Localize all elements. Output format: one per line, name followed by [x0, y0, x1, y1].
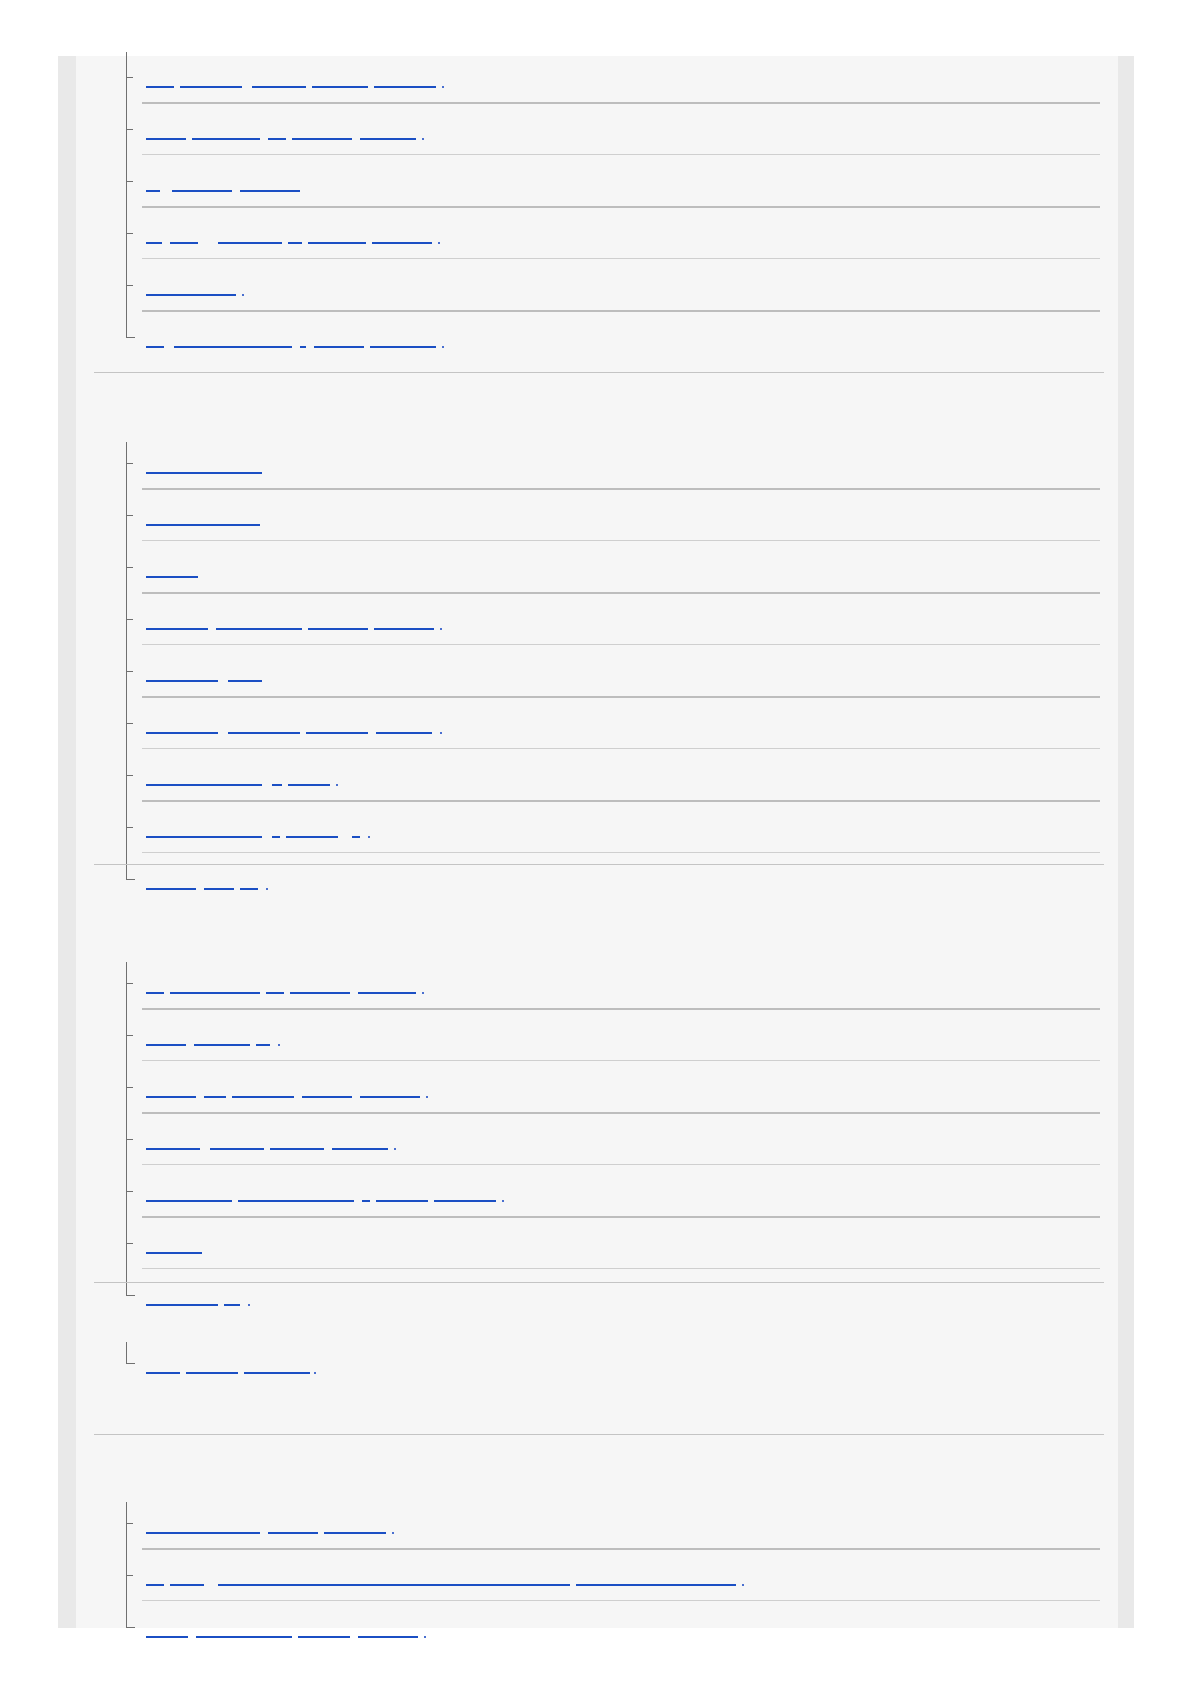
tree-branch [127, 827, 133, 828]
link-period [368, 836, 370, 838]
link-period [266, 888, 268, 890]
link-text-segment [272, 836, 280, 838]
link-period [314, 1372, 316, 1374]
toc-link[interactable] [146, 824, 370, 838]
link-period [502, 1200, 504, 1202]
toc-item [76, 1166, 1118, 1218]
link-period [440, 628, 442, 630]
tree-branch [127, 181, 133, 182]
tree-branch [127, 879, 135, 880]
link-period [336, 784, 338, 786]
link-text-segment [172, 190, 232, 192]
link-text-segment [256, 1044, 270, 1046]
link-text-segment [146, 242, 162, 244]
section-divider [94, 1282, 1104, 1283]
toc-item [76, 1338, 1118, 1390]
link-text-segment [360, 1096, 420, 1098]
link-period [422, 992, 424, 994]
link-text-segment [358, 992, 416, 994]
link-text-segment [314, 346, 364, 348]
toc-link[interactable] [146, 1360, 316, 1374]
item-divider [142, 852, 1100, 853]
tree-branch [127, 983, 133, 984]
link-text-segment [244, 1372, 310, 1374]
link-text-segment [302, 1096, 352, 1098]
toc-link[interactable] [146, 1572, 744, 1586]
toc-item [76, 1218, 1118, 1270]
link-text-segment [272, 784, 282, 786]
link-text-segment [146, 346, 164, 348]
item-divider [142, 540, 1100, 541]
toc-link[interactable] [146, 334, 444, 348]
section-divider [94, 1434, 1104, 1435]
toc-item [76, 750, 1118, 802]
link-text-segment [362, 1200, 370, 1202]
link-text-segment [146, 1252, 202, 1254]
link-text-segment [266, 992, 284, 994]
link-text-segment [146, 1636, 188, 1638]
toc-link[interactable] [146, 230, 440, 244]
link-text-segment [146, 628, 208, 630]
link-period [424, 1636, 426, 1638]
link-text-segment [204, 1096, 226, 1098]
toc-item [76, 104, 1118, 156]
item-divider [142, 1164, 1100, 1165]
tree-branch [127, 1243, 133, 1244]
link-text-segment [146, 836, 262, 838]
tree-branch [127, 1523, 133, 1524]
toc-link[interactable] [146, 564, 198, 578]
toc-item [76, 156, 1118, 208]
link-text-segment [238, 1200, 354, 1202]
link-period [392, 1532, 394, 1534]
link-text-segment [360, 138, 416, 140]
link-period [742, 1584, 744, 1586]
toc-link[interactable] [146, 1240, 202, 1254]
tree-branch [127, 1627, 135, 1628]
link-text-segment [146, 190, 160, 192]
link-text-segment [216, 628, 302, 630]
link-text-segment [146, 1304, 218, 1306]
link-text-segment [146, 1148, 200, 1150]
item-divider [142, 1268, 1100, 1269]
link-text-segment [196, 1636, 292, 1638]
link-text-segment [376, 1200, 428, 1202]
toc-link[interactable] [146, 616, 442, 630]
tree-branch [127, 723, 133, 724]
link-text-segment [218, 242, 282, 244]
link-text-segment [192, 138, 260, 140]
tree-branch [127, 129, 133, 130]
toc-item [76, 52, 1118, 104]
link-text-segment [374, 628, 434, 630]
toc-link[interactable] [146, 980, 424, 994]
link-text-segment [218, 1584, 570, 1586]
link-text-segment [146, 1200, 232, 1202]
link-text-segment [308, 628, 368, 630]
link-text-segment [370, 346, 436, 348]
link-text-segment [146, 1532, 260, 1534]
link-text-segment [374, 86, 436, 88]
toc-link[interactable] [146, 74, 444, 88]
link-text-segment [240, 888, 258, 890]
toc-item [76, 854, 1118, 906]
section-divider [94, 372, 1104, 373]
link-text-segment [146, 86, 174, 88]
link-text-segment [312, 86, 368, 88]
link-period [394, 1148, 396, 1150]
tree-branch [127, 1087, 133, 1088]
toc-link[interactable] [146, 772, 338, 786]
toc-link[interactable] [146, 720, 442, 734]
tree-branch [127, 775, 133, 776]
link-text-segment [146, 1044, 186, 1046]
link-text-segment [174, 346, 292, 348]
link-text-segment [268, 138, 286, 140]
link-text-segment [300, 346, 306, 348]
toc-link[interactable] [146, 460, 262, 474]
link-text-segment [170, 992, 260, 994]
toc-link[interactable] [146, 178, 300, 192]
toc-link[interactable] [146, 1188, 504, 1202]
link-text-segment [146, 294, 236, 296]
toc-link[interactable] [146, 282, 244, 296]
toc-link[interactable] [146, 1136, 396, 1150]
toc-item [76, 958, 1118, 1010]
link-text-segment [252, 86, 306, 88]
link-text-segment [308, 242, 366, 244]
link-text-segment [194, 1044, 250, 1046]
link-text-segment [376, 732, 432, 734]
link-text-segment [270, 1148, 324, 1150]
link-text-segment [232, 1096, 294, 1098]
link-text-segment [292, 138, 352, 140]
link-text-segment [224, 1304, 240, 1306]
link-text-segment [180, 86, 242, 88]
link-text-segment [576, 1584, 736, 1586]
link-text-segment [170, 242, 198, 244]
item-divider [142, 1060, 1100, 1061]
link-text-segment [204, 888, 234, 890]
tree-branch [127, 1035, 133, 1036]
toc-link[interactable] [146, 668, 262, 682]
toc-item [76, 1062, 1118, 1114]
item-divider [142, 154, 1100, 155]
link-text-segment [228, 732, 300, 734]
toc-item [76, 312, 1118, 364]
tree-branch [127, 337, 135, 338]
toc-item [76, 1498, 1118, 1550]
toc-item [76, 208, 1118, 260]
link-text-segment [228, 680, 262, 682]
toc-item [76, 542, 1118, 594]
link-text-segment [170, 1584, 204, 1586]
link-text-segment [324, 1532, 386, 1534]
link-text-segment [290, 992, 350, 994]
link-text-segment [288, 242, 302, 244]
toc-link[interactable] [146, 1292, 250, 1306]
section-divider [94, 864, 1104, 865]
link-text-segment [298, 1636, 350, 1638]
tree-branch [127, 1191, 133, 1192]
link-text-segment [268, 1532, 318, 1534]
tree-branch [127, 1575, 133, 1576]
toc-link[interactable] [146, 126, 424, 140]
toc-item [76, 490, 1118, 542]
item-divider [142, 644, 1100, 645]
toc-item [76, 1114, 1118, 1166]
link-text-segment [210, 1148, 264, 1150]
link-period [442, 346, 444, 348]
toc-item [76, 1270, 1118, 1322]
toc-link[interactable] [146, 1084, 428, 1098]
toc-item [76, 698, 1118, 750]
link-text-segment [146, 1096, 196, 1098]
link-text-segment [146, 472, 262, 474]
link-text-segment [146, 1372, 180, 1374]
link-text-segment [186, 1372, 238, 1374]
link-period [422, 138, 424, 140]
tree-branch [127, 567, 133, 568]
link-period [438, 242, 440, 244]
link-text-segment [146, 1584, 164, 1586]
link-text-segment [288, 784, 330, 786]
link-period [442, 86, 444, 88]
tree-branch [127, 285, 133, 286]
tree-branch [127, 77, 133, 78]
toc-item [76, 646, 1118, 698]
link-text-segment [434, 1200, 496, 1202]
link-text-segment [352, 836, 360, 838]
tree-branch [127, 671, 133, 672]
item-divider [142, 258, 1100, 259]
tree-branch [127, 463, 133, 464]
link-text-segment [146, 138, 186, 140]
toc-item [76, 1010, 1118, 1062]
link-period [242, 294, 244, 296]
toc-item [76, 802, 1118, 854]
tree-branch [127, 515, 133, 516]
toc-item [76, 594, 1118, 646]
link-text-segment [306, 732, 368, 734]
toc-link[interactable] [146, 512, 260, 526]
toc-item [76, 260, 1118, 312]
link-period [248, 1304, 250, 1306]
tree-branch [127, 1295, 135, 1296]
toc-item [76, 1550, 1118, 1602]
tree-branch [127, 1139, 133, 1140]
toc-link[interactable] [146, 1520, 394, 1534]
link-text-segment [146, 784, 262, 786]
link-text-segment [358, 1636, 418, 1638]
toc-link[interactable] [146, 1032, 280, 1046]
link-text-segment [146, 576, 198, 578]
link-text-segment [332, 1148, 388, 1150]
content-panel [76, 56, 1118, 1628]
link-period [278, 1044, 280, 1046]
link-text-segment [286, 836, 338, 838]
link-period [440, 732, 442, 734]
link-text-segment [146, 680, 218, 682]
tree-branch [127, 1363, 135, 1364]
toc-item [76, 1602, 1118, 1654]
item-divider [142, 1600, 1100, 1601]
link-text-segment [146, 524, 260, 526]
link-text-segment [146, 888, 196, 890]
toc-link[interactable] [146, 1624, 426, 1638]
toc-item [76, 438, 1118, 490]
link-text-segment [240, 190, 300, 192]
item-divider [142, 748, 1100, 749]
link-period [426, 1096, 428, 1098]
tree-branch [127, 233, 133, 234]
tree-branch [127, 619, 133, 620]
link-text-segment [372, 242, 432, 244]
toc-link[interactable] [146, 876, 268, 890]
link-text-segment [146, 732, 218, 734]
link-text-segment [146, 992, 164, 994]
